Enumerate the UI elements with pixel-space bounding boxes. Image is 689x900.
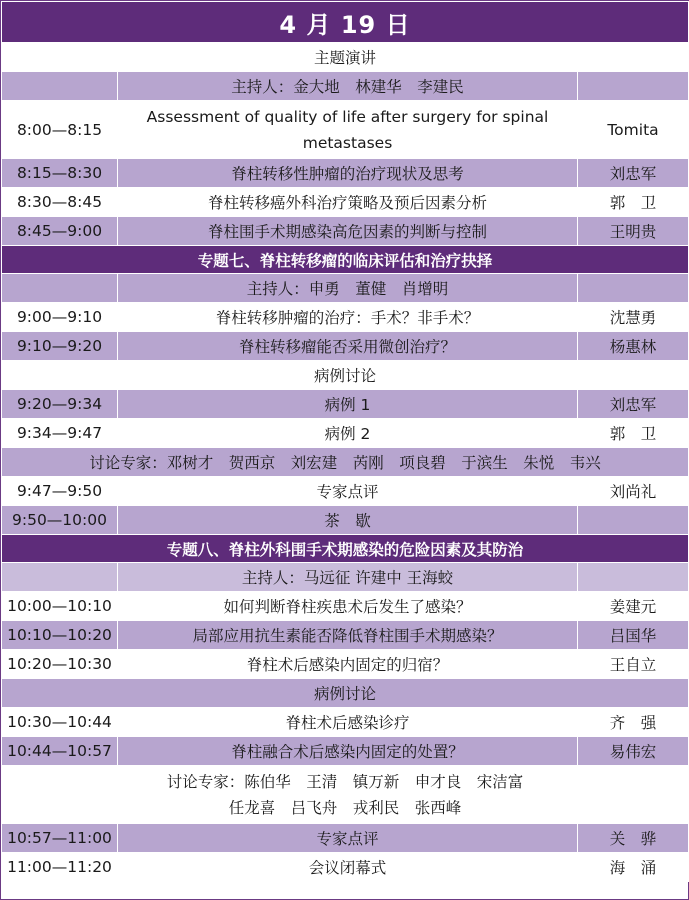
schedule-row [2, 332, 689, 361]
topic-cell: 脊柱转移肿瘤的治疗：手术？非手术？ [118, 303, 578, 332]
topic-cell: 病例 2 [118, 419, 578, 448]
time-cell: 9:50—10:00 [2, 506, 118, 535]
speaker-cell: 海 涌 [578, 853, 689, 882]
panel-experts-row [2, 766, 689, 824]
speaker-cell: 吕国华 [578, 621, 689, 650]
schedule-row [2, 159, 689, 188]
time-cell: 10:30—10:44 [2, 708, 118, 737]
schedule-row [2, 621, 689, 650]
subheader-text: 病例讨论 [2, 679, 689, 708]
host-empty-cell [578, 274, 689, 303]
speaker-cell: 齐 强 [578, 708, 689, 737]
panel-experts-line: 任龙喜 吕飞舟 戎利民 张西峰 [228, 798, 462, 817]
panel-experts-cell [2, 766, 689, 824]
host-empty-cell [578, 563, 689, 592]
speaker-cell: 王明贵 [578, 217, 689, 246]
subheader-row [2, 679, 689, 708]
schedule-row [2, 708, 689, 737]
speaker-cell [578, 506, 689, 535]
topic-cell: Assessment of quality of life after surgery for spinal metastases [118, 101, 578, 159]
topic-cell: 会议闭幕式 [118, 853, 578, 882]
topic-cell: 脊柱转移癌外科治疗策略及预后因素分析 [118, 188, 578, 217]
section-header-row [2, 246, 689, 274]
time-cell: 8:15—8:30 [2, 159, 118, 188]
schedule-row [2, 477, 689, 506]
schedule-row [2, 824, 689, 853]
schedule-row [2, 506, 689, 535]
subheader-row [2, 43, 689, 72]
host-row [2, 72, 689, 101]
speaker-cell: 杨惠林 [578, 332, 689, 361]
speaker-cell: 姜建元 [578, 592, 689, 621]
schedule-row [2, 419, 689, 448]
topic-cell: 病例 1 [118, 390, 578, 419]
schedule-row [2, 217, 689, 246]
schedule-row [2, 101, 689, 159]
schedule-row [2, 592, 689, 621]
time-cell: 8:00—8:15 [2, 101, 118, 159]
speaker-cell: 刘忠军 [578, 159, 689, 188]
topic-cell: 脊柱围手术期感染高危因素的判断与控制 [118, 217, 578, 246]
host-row [2, 274, 689, 303]
date-title: 4 月 19 日 [2, 2, 689, 43]
host-empty-cell [2, 563, 118, 592]
schedule-table [1, 1, 689, 882]
speaker-cell: 易伟宏 [578, 737, 689, 766]
date-header-row [2, 2, 689, 43]
schedule-row [2, 737, 689, 766]
speaker-cell: 郭 卫 [578, 419, 689, 448]
speaker-cell: 王自立 [578, 650, 689, 679]
host-row [2, 563, 689, 592]
schedule-row [2, 188, 689, 217]
section-title: 专题七、脊柱转移瘤的临床评估和治疗抉择 [2, 246, 689, 274]
time-cell: 9:20—9:34 [2, 390, 118, 419]
panel-experts-line: 讨论专家：陈伯华 王清 镇万新 申才良 宋洁富 [166, 772, 524, 791]
host-empty-cell [578, 72, 689, 101]
speaker-cell: Tomita [578, 101, 689, 159]
subheader-text: 病例讨论 [2, 361, 689, 390]
topic-cell: 脊柱转移瘤能否采用微创治疗？ [118, 332, 578, 361]
host-text: 主持人：申勇 董健 肖增明 [118, 274, 578, 303]
schedule-row [2, 650, 689, 679]
time-cell: 9:00—9:10 [2, 303, 118, 332]
speaker-cell: 郭 卫 [578, 188, 689, 217]
subheader-row [2, 448, 689, 477]
schedule-row [2, 303, 689, 332]
speaker-cell: 沈慧勇 [578, 303, 689, 332]
time-cell: 8:45—9:00 [2, 217, 118, 246]
time-cell: 9:34—9:47 [2, 419, 118, 448]
topic-cell: 专家点评 [118, 477, 578, 506]
time-cell: 10:57—11:00 [2, 824, 118, 853]
time-cell: 9:47—9:50 [2, 477, 118, 506]
host-empty-cell [2, 72, 118, 101]
time-cell: 10:20—10:30 [2, 650, 118, 679]
topic-cell: 脊柱术后感染内固定的归宿？ [118, 650, 578, 679]
time-cell: 10:00—10:10 [2, 592, 118, 621]
speaker-cell: 关 骅 [578, 824, 689, 853]
schedule-row [2, 390, 689, 419]
time-cell: 11:00—11:20 [2, 853, 118, 882]
topic-cell: 茶 歇 [118, 506, 578, 535]
section-title: 专题八、脊柱外科围手术期感染的危险因素及其防治 [2, 535, 689, 563]
time-cell: 10:44—10:57 [2, 737, 118, 766]
speaker-cell: 刘尚礼 [578, 477, 689, 506]
host-empty-cell [2, 274, 118, 303]
time-cell: 8:30—8:45 [2, 188, 118, 217]
topic-cell: 脊柱融合术后感染内固定的处置？ [118, 737, 578, 766]
topic-cell: 专家点评 [118, 824, 578, 853]
topic-cell: 脊柱转移性肿瘤的治疗现状及思考 [118, 159, 578, 188]
time-cell: 10:10—10:20 [2, 621, 118, 650]
time-cell: 9:10—9:20 [2, 332, 118, 361]
section-header-row [2, 535, 689, 563]
host-text: 主持人：金大地 林建华 李建民 [118, 72, 578, 101]
subheader-row [2, 361, 689, 390]
topic-cell: 如何判断脊柱疾患术后发生了感染？ [118, 592, 578, 621]
speaker-cell: 刘忠军 [578, 390, 689, 419]
subheader-text: 讨论专家：邓树才 贺西京 刘宏建 芮刚 项良碧 于滨生 朱悦 韦兴 [2, 448, 689, 477]
schedule-row [2, 853, 689, 882]
topic-cell: 局部应用抗生素能否降低脊柱围手术期感染？ [118, 621, 578, 650]
host-text: 主持人：马远征 许建中 王海蛟 [118, 563, 578, 592]
topic-cell: 脊柱术后感染诊疗 [118, 708, 578, 737]
subheader-text: 主题演讲 [2, 43, 689, 72]
